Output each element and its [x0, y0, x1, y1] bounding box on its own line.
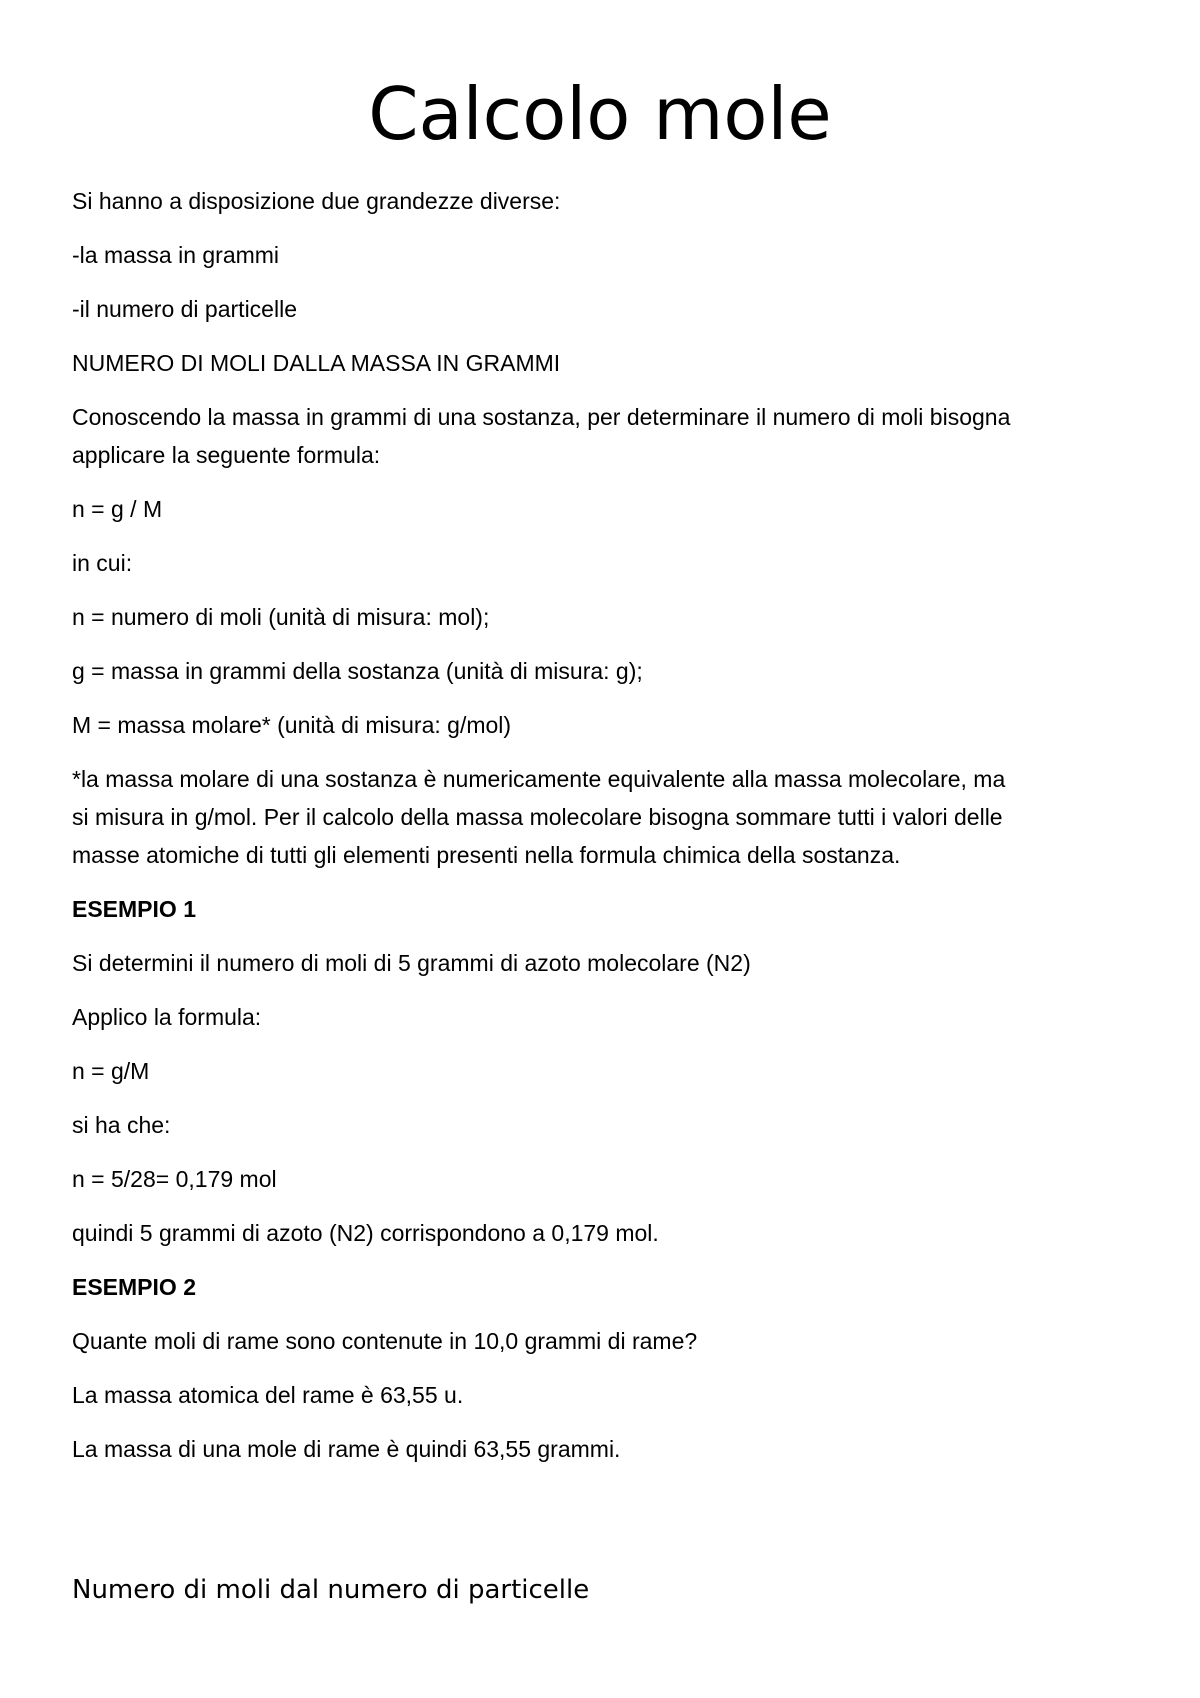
example-1-apply: Applico la formula: — [72, 1004, 262, 1030]
example-1-formula: n = g/M — [72, 1058, 150, 1084]
example-2-line: La massa atomica del rame è 63,55 u. — [72, 1382, 464, 1408]
example-1-question: Si determini il numero di moli di 5 grammi di azoto molecolare (N2) — [72, 950, 751, 976]
example-1-result: quindi 5 grammi di azoto (N2) corrispondono a 0,179 mol. — [72, 1220, 659, 1246]
document-title: Calcolo mole — [368, 72, 832, 156]
formula: n = g / M — [72, 496, 163, 522]
section-heading: NUMERO DI MOLI DALLA MASSA IN GRAMMI — [72, 350, 561, 376]
example-2-question: Quante moli di rame sono contenute in 10,0 grammi di rame? — [72, 1328, 698, 1354]
example-1-si-ha: si ha che: — [72, 1112, 171, 1138]
example-1-calc: n = 5/28= 0,179 mol — [72, 1166, 277, 1192]
definition-g: g = massa in grammi della sostanza (unità di misura: g); — [72, 658, 643, 684]
bottom-section-heading: Numero di moli dal numero di particelle — [72, 1575, 590, 1605]
definition-n: n = numero di moli (unità di misura: mol); — [72, 604, 490, 630]
in-cui-text: in cui: — [72, 550, 133, 576]
intro-text: Si hanno a disposizione due grandezze diverse: — [72, 188, 561, 214]
note-line: *la massa molare di una sostanza è numericamente equivalente alla massa molecolare, ma — [72, 766, 1006, 792]
note-line: si misura in g/mol. Per il calcolo della massa molecolare bisogna sommare tutti i valori delle — [72, 804, 1003, 830]
note-line: masse atomiche di tutti gli elementi presenti nella formula chimica della sostanza. — [72, 842, 901, 868]
list-item-massa: -la massa in grammi — [72, 242, 280, 268]
list-item-particelle: -il numero di particelle — [72, 296, 297, 322]
definition-m: M = massa molare* (unità di misura: g/mol) — [72, 712, 512, 738]
example-2-line: La massa di una mole di rame è quindi 63,55 grammi. — [72, 1436, 621, 1462]
paragraph-line: Conoscendo la massa in grammi di una sostanza, per determinare il numero di moli bisogna — [72, 404, 1011, 430]
example-2-heading: ESEMPIO 2 — [72, 1274, 196, 1300]
paragraph-line: applicare la seguente formula: — [72, 442, 381, 468]
example-1-heading: ESEMPIO 1 — [72, 896, 196, 922]
